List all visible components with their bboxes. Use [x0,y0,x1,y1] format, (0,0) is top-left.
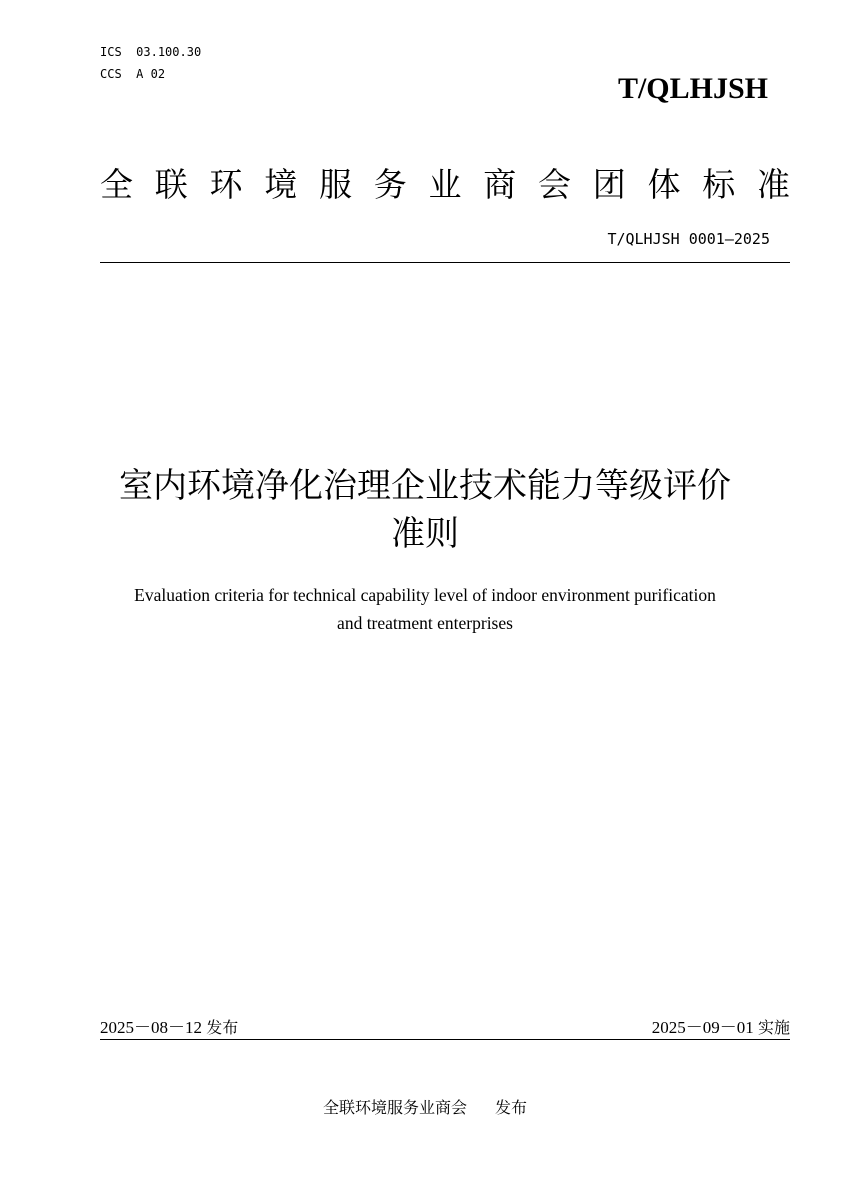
title-char: 服 [319,165,352,204]
publisher-line [0,1097,850,1119]
title-char: 联 [154,165,188,204]
publisher-name: 全联环境服务业商会 [322,1098,467,1117]
title-char: 体 [647,165,681,204]
chinese-title-line-2: 准则 [391,514,459,554]
issue-date [100,1017,238,1039]
chinese-title-line-1: 室内环境净化治理企业技术能力等级评价 [119,466,731,506]
implementation-date [652,1017,790,1039]
ccs-classification [100,66,165,82]
ics-classification [100,44,201,60]
ics-label: ICS [100,45,122,59]
title-char: 团 [592,165,626,204]
title-char: 标 [702,165,736,204]
publish-label: 发布 [495,1098,528,1117]
title-char: 会 [538,165,571,204]
title-char: 务 [373,165,407,204]
title-char: 准 [757,165,790,204]
english-title-line-2: and treatment enterprises [337,613,513,633]
issue-label: 发布 [206,1018,239,1037]
implementation-date-value: 2025－09－01 [651,1018,754,1037]
org-standard-title [100,162,790,208]
footer-divider [100,1039,790,1040]
standard-code: T/QLHJSH [617,72,768,105]
header-divider [100,262,790,263]
title-char: 业 [428,165,462,204]
issue-date-value: 2025－08－12 [100,1018,202,1037]
title-char: 全 [100,165,133,204]
implementation-label: 实施 [757,1018,790,1037]
ccs-label: CCS [100,67,122,81]
standard-number: T/QLHJSH 0001—2025 [607,230,770,248]
ics-code: 03.100.30 [136,45,202,59]
title-char: 商 [483,165,517,204]
english-title-line-1: Evaluation criteria for technical capability level of indoor environment purification [134,585,716,605]
title-char: 境 [264,165,298,204]
title-char: 环 [209,165,243,204]
ccs-code: A 02 [136,67,166,81]
